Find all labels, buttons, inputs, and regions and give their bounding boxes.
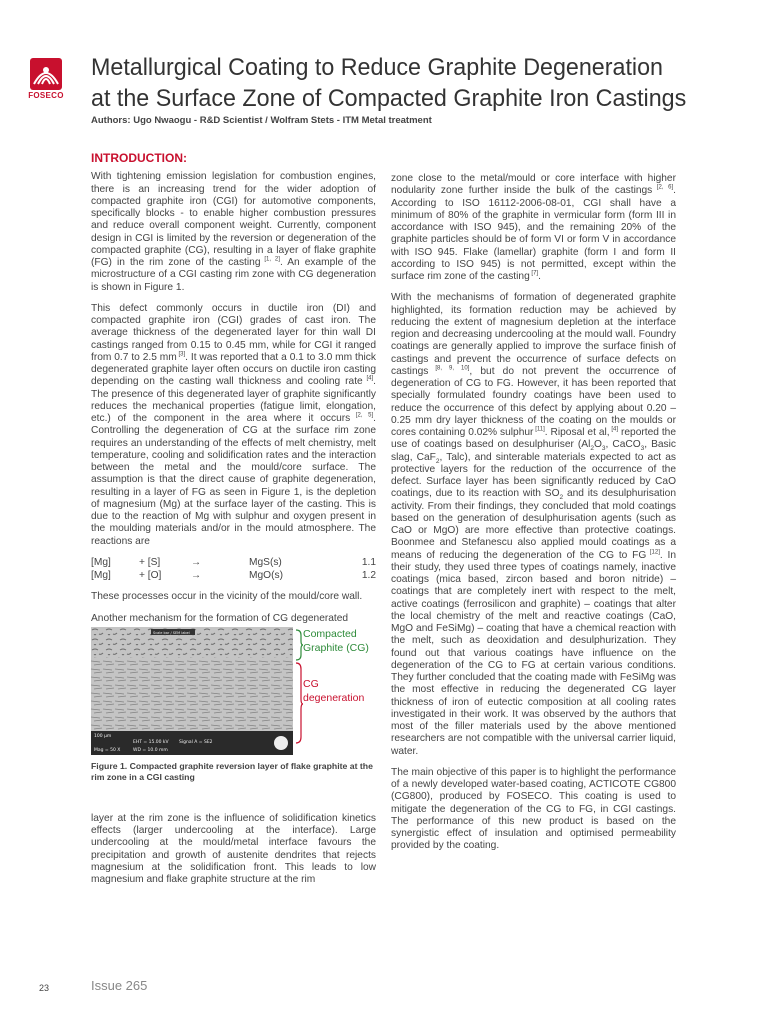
right-paragraph-2 [391, 292, 676, 758]
figure-1 [91, 627, 376, 757]
bracket-cg [296, 630, 303, 660]
left-column [91, 152, 376, 895]
rp1-text-3: . [538, 271, 541, 282]
rp2-text: . In their study, they used three types of coatings namely, inactive coatings (mica based, zircon based and boron nitride) – coatings that are completely inert with respect to the melt, active coatings (ferrosilicon and graphite) – coatings that alter the local chemistry of the melt and reactive coatings (CaO, MgO and FeSiMg) – coating that have a chemical reaction with the melt, such as deoxidation and desulphurization. They found out that various coatings have influence on the degeneration of the CG to FG at certain various conditions. They further concluded that the coating made with FeSiMg was the most effective in reducing the degenerated CG layer thickness of iron of eutectic composition at all cooling rates investigated in their work. It was observed by the authors that most of the filler materials used by the above mentioned researchers are not compatible with the universal carrier liquid, water. [391, 549, 676, 757]
title-line-2: at the Surface Zone of Compacted Graphite Iron Castings [91, 85, 687, 112]
rp2-text: O [593, 439, 602, 451]
sem-top-label: Scale bar / SEM label [153, 630, 190, 635]
sem-mag: Mag = 50 X [94, 747, 121, 753]
rp2-text: , CaCO [605, 439, 641, 451]
p1-text-2: . An example of the microstructure of a CGI casting rim zone with CG degeneration is shown in Figure 1. [91, 257, 376, 293]
sem-wd: WD = 10.0 mm [133, 747, 168, 753]
logo-text: FOSECO [28, 91, 64, 100]
sem-logo-icon [274, 736, 288, 750]
paragraph-4-continued: layer at the rim zone is the influence of solidification kinetics effects (larger undercooling at the interface). Large undercooling at the mould/metal interface favours the precipitation and growth of austenite dendrites that rejects magnesium at the solidification front. This leads to low magnesium and flake graphite structure at the rim [91, 812, 376, 885]
rp2-ref: [11] [533, 426, 545, 433]
equation-row [91, 557, 376, 570]
rp2-ref: [4] [609, 426, 619, 433]
rp2-text: , Basic slag, CaF [391, 439, 676, 463]
rp2-text: With the mechanisms of formation of degenerated graphite highlighted, its formation reduction may be achieved by reducing the extent of magnesium depletion at the interface region and decreasing undercooling at the mould wall. Foundry coatings are generally applied to improve the surface finish of castings and prevent the occurrence of surface defects on castings [391, 292, 676, 377]
authors: Authors: Ugo Nwaogu - R&D Scientist / Wolfram Stets - ITM Metal treatment [91, 115, 432, 126]
foseco-logo [24, 58, 68, 106]
p1-text-1: With tightening emission legislation for combustion engines, there is an increasing trend for the wider adoption of compacted graphite iron (CGI) for automotive components, specifically blocks - to enable higher combustion pressures and reduce overall component weight. Currently, component design in CGI is limited by the reversion or degeneration of the compacted graphite (CG), resulting in a layer of flake graphite (FG) in the rim zone of the casting [91, 171, 376, 268]
sem-eht: EHT = 15.00 kV [133, 739, 169, 745]
eq-reactant: + [S] [139, 556, 161, 568]
equation-row [91, 570, 376, 583]
rp1-text-1: zone close to the metal/mould or core interface with higher nodularity zone further inside the bulk of the castings [391, 173, 676, 197]
p2-text-2: . It was reported that a 0.1 to 3.0 mm thick degenerated graphite layer often occurs on ductile iron casting depending on the casting wall thickness and cooling rate [91, 351, 376, 388]
rp2-text: and its desulphurisation activity. From their findings, they concluded that mold coatings based on the generation of desulphurisation agents (such as CaO or MgO) are more effective than protective coatings. Boonmee and Stefanescu also applied mould coatings as a means of reducing the degeneration of the CG to FG [391, 488, 676, 561]
p2-text-1: This defect commonly occurs in ductile iron (DI) and compacted graphite iron (CGI) grades of cast iron. The average thickness of the degenerated layer for thin wall DI castings ranged from 0.15 to 0.45 mm, while for CGI it ranged from 0.7 to 2.5 mm [91, 302, 376, 363]
eq-reactant: + [O] [139, 570, 162, 581]
rp2-sub: 3 [640, 445, 645, 453]
rp2-text: reported the use of coatings based on desulphuriser (Al [391, 427, 676, 451]
eq-product: MgO(s) [249, 570, 283, 581]
rp2-sub: 3 [601, 445, 606, 453]
bracket-degeneration [296, 663, 303, 743]
p2-ref-3: [2, 5] [350, 412, 374, 419]
p2-ref-1: [3] [176, 351, 186, 358]
rp1-ref-1: [2, 6] [652, 184, 674, 191]
paragraph-4-start: Another mechanism for the formation of CG degenerated [91, 612, 349, 624]
page-number: 23 [39, 983, 50, 993]
eq-arrow: → [191, 556, 202, 568]
rp2-ref: [8, 9, 10] [428, 365, 470, 372]
sem-signal: Signal A = SE2 [179, 739, 213, 745]
rp2-sub: 2 [559, 494, 564, 502]
eq-lhs: [Mg] [91, 570, 111, 581]
paragraph-3: These processes occur in the vicinity of the mould/core wall. [91, 591, 363, 603]
issue-label: Issue 265 [91, 978, 148, 993]
right-paragraph-3: The main objective of this paper is to highlight the performance of a newly developed water-based coating, ACTICOTE CG800 (CG800), produced by FOSECO. This coating is used to mitigate the degeneration of the CG to FG, in CGI castings. The performance of this new product is based on the synergistic effect of insulation and optimised permeability provided by the coating. [391, 766, 676, 852]
micrograph-image [91, 627, 293, 755]
article-title [91, 52, 731, 114]
sem-scale: 100 µm [94, 733, 112, 739]
p2-text-3: . The presence of this degenerated layer of graphite significantly reduces the mechanical properties (fatigue limit, elongation, etc.) of the component in the area where it occurs [91, 376, 377, 424]
eq-number: 1.1 [361, 556, 376, 568]
right-paragraph-1 [391, 173, 676, 283]
eq-lhs: [Mg] [91, 556, 111, 568]
rp1-text-2: . According to ISO 16112-2006-08-01, CGI shall have a minimum of 80% of the graphite in vermicular form (form III in accordance with ISO 945), and the remaining 20% of the graphite particles should be of form VI or form V in accordance with ISO 945. Flake (lamellar) graphite (form I and form II according to ISO 945) is not permitted, except within the surface rim zone of the casting [391, 185, 676, 282]
eq-arrow: → [191, 570, 202, 581]
rp1-ref-2: [7] [529, 270, 539, 277]
foseco-emblem-icon [30, 58, 62, 90]
micrograph-svg [91, 627, 293, 755]
p2-ref-2: [4] [362, 375, 374, 382]
rp2-sub: 2 [435, 457, 440, 465]
paragraph-2 [91, 303, 376, 548]
p1-ref-1: [1, 2] [260, 256, 280, 263]
section-heading-introduction: INTRODUCTION: [91, 151, 187, 165]
rp2-text: , but do not prevent the occurrence of degeneration of CG to FG. However, it has been reported that specially formulated foundry coatings have been used to reduce the occurrence of this defect by applying about 0.20 – 0.25 mm dry layer thickness of the coating on the moulds or cores containing 0.02% sulphur [391, 365, 676, 438]
right-column [391, 173, 676, 862]
figure-caption: Figure 1. Compacted graphite reversion layer of flake graphite at the rim zone in a CGI casting [91, 760, 373, 782]
label-compacted-graphite: Compacted Graphite (CG) [303, 627, 369, 654]
rp2-sub: 2 [590, 445, 594, 453]
title-line-1: Metallurgical Coating to Reduce Graphite Degeneration [91, 54, 663, 81]
label-cg-degeneration: CG degeneration [303, 677, 365, 704]
eq-product: MgS(s) [249, 556, 282, 568]
reaction-equations [91, 557, 376, 584]
rp2-ref: [12] [646, 549, 660, 556]
p2-text-4: . Controlling the degeneration of CG at the surface rim zone requires an understanding of the effects of melt chemistry, melt temperature, cooling and solidification rates and the interaction between the metal and the mould/core surface. The assumption is that the direct cause of graphite degeneration, resulting in a layer of FG as seen in Figure 1, is the depletion of magnesium (Mg) at the surface layer of the casting. This is due to the reaction of Mg with sulphur and oxygen present in the moulding materials and/or in the mould atmosphere. The reactions are [91, 413, 376, 547]
figure-brackets [295, 629, 303, 747]
eq-number: 1.2 [361, 570, 376, 581]
rp2-text: . Riposal et al, [544, 427, 610, 438]
paragraph-1 [91, 171, 376, 294]
rp2-text: , Talc), and sinterable materials expected to act as protective layers for the reduction of the occurrence of the defect. Surface layer has been significantly reduced by CaO coatings, due to its reaction with SO [391, 451, 676, 500]
